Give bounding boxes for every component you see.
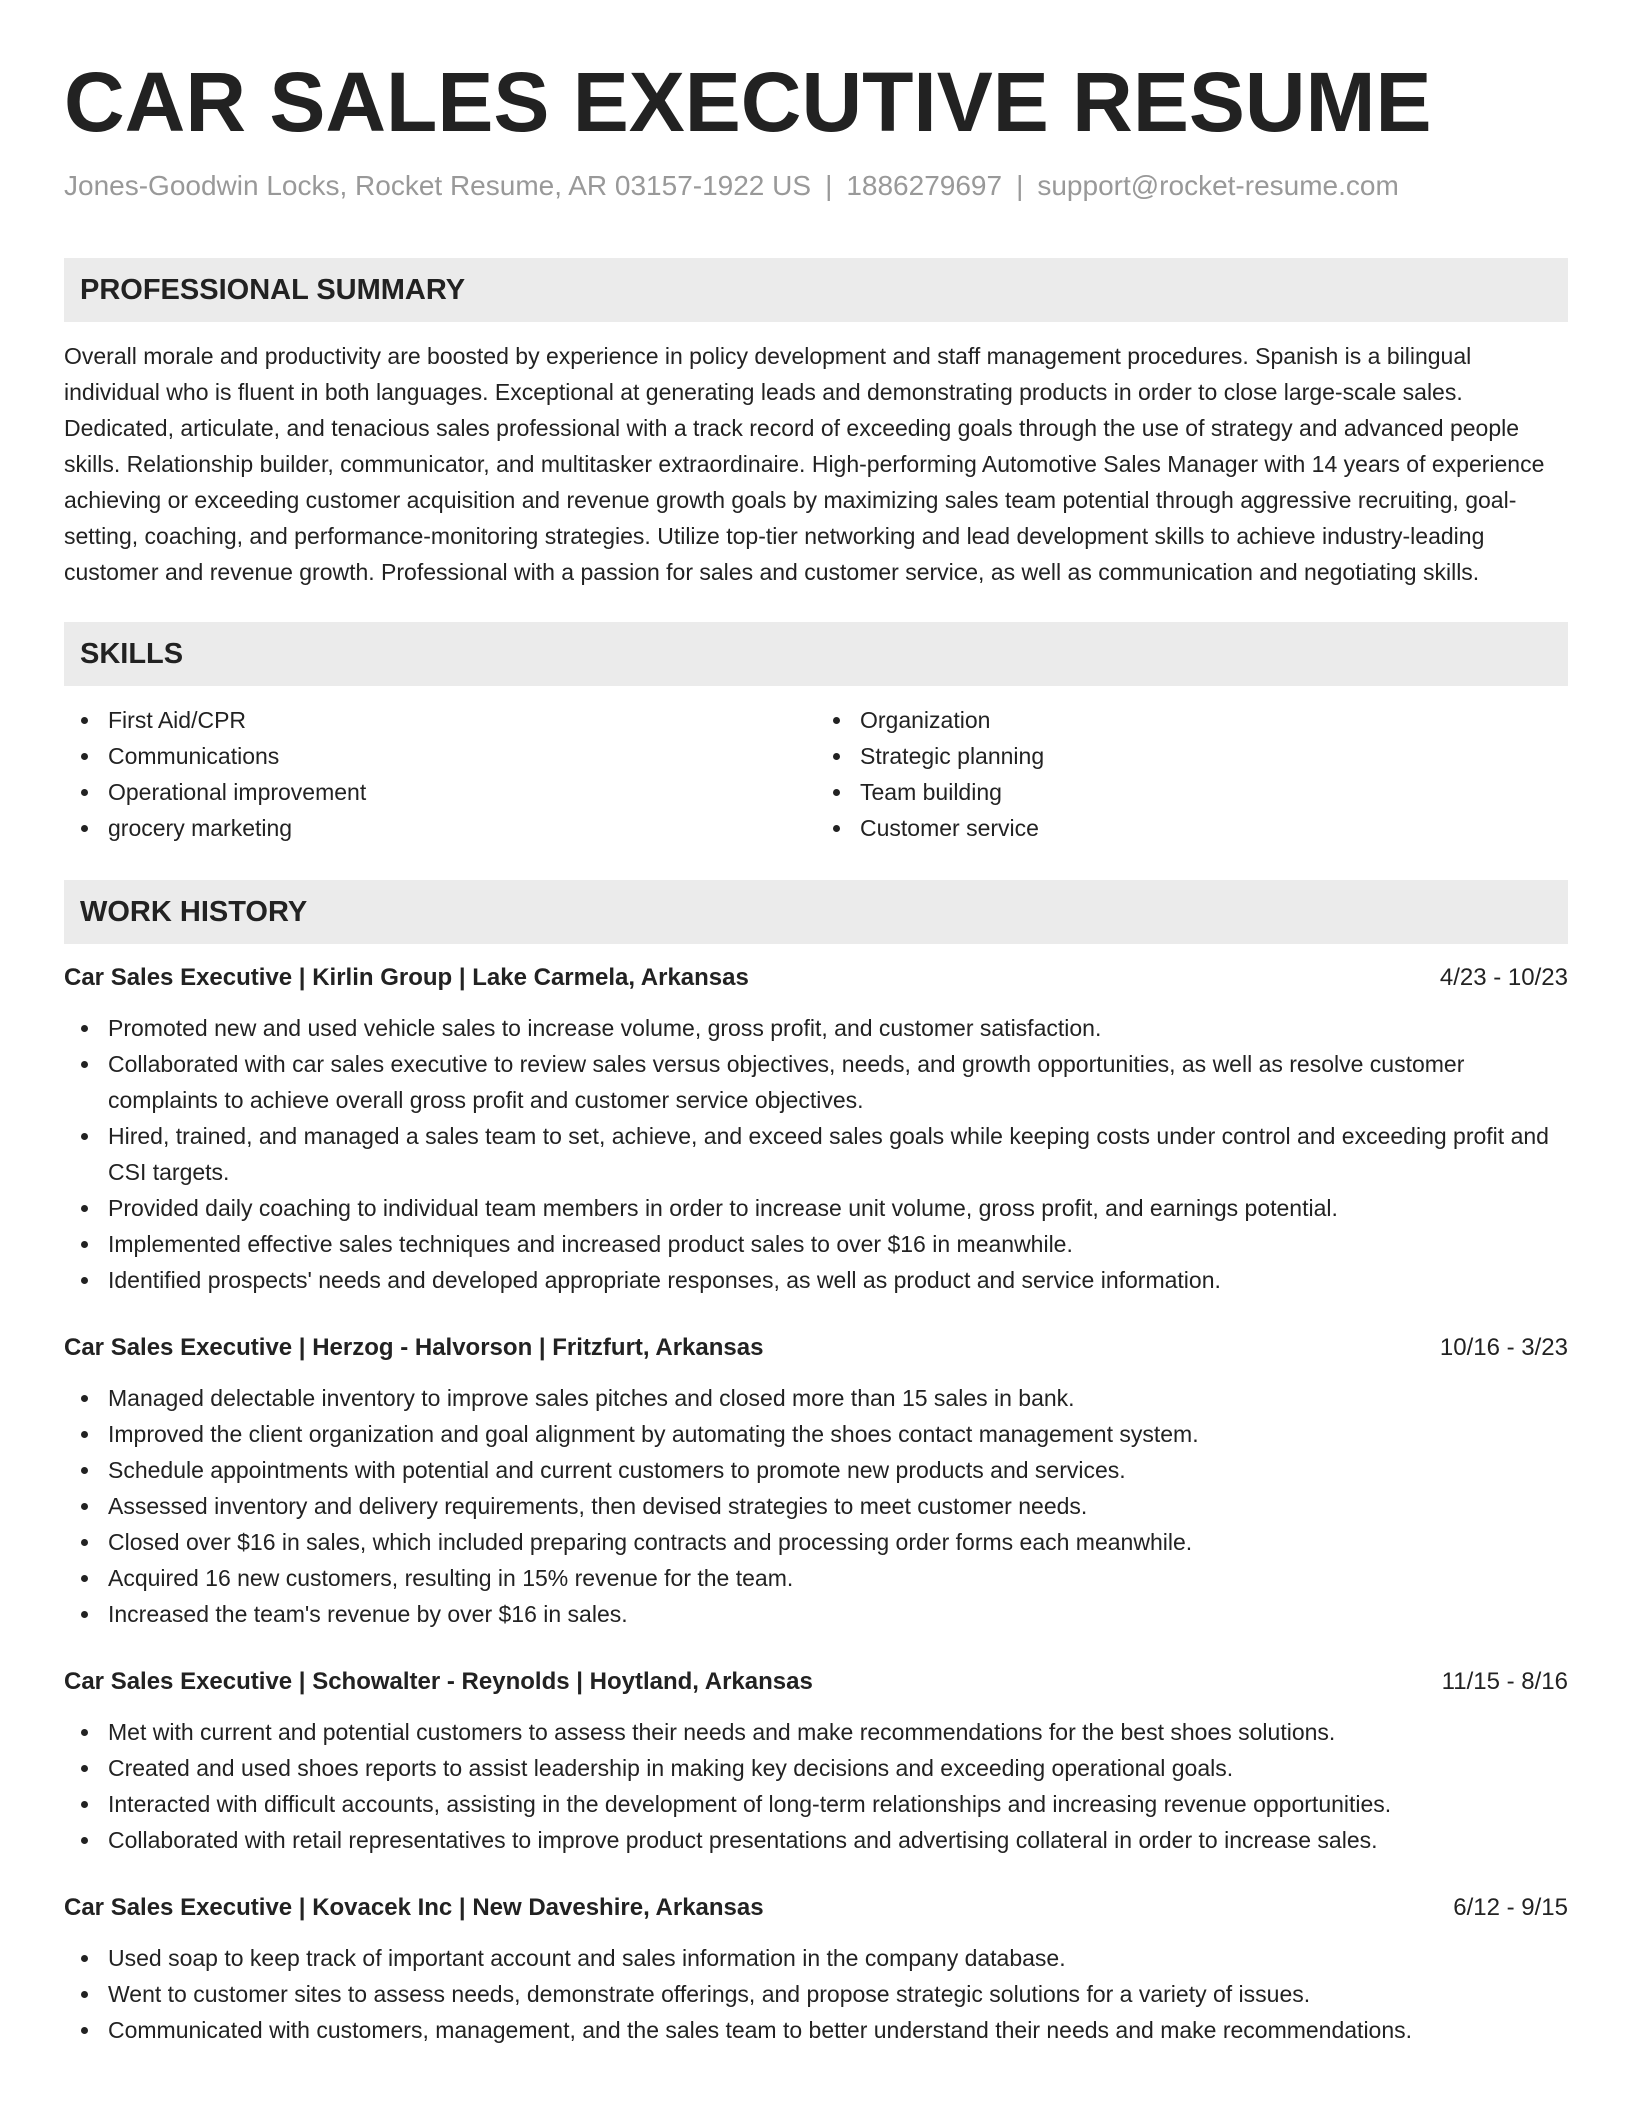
job-bullet: Collaborated with car sales executive to review sales versus objectives, needs, and growth opportunities, as well as resolve customer complaints to achieve overall gross profit and customer service objectives. bbox=[64, 1046, 1568, 1118]
skills-column-right bbox=[816, 702, 1568, 846]
job-bullet: Met with current and potential customers to assess their needs and make recommendations for the best shoes solutions. bbox=[64, 1714, 1568, 1750]
section-header-work-history: WORK HISTORY bbox=[64, 880, 1568, 944]
job-entry bbox=[64, 1890, 1568, 2048]
resume-title: CAR SALES EXECUTIVE RESUME bbox=[64, 55, 1432, 149]
skill-item: Organization bbox=[816, 702, 1568, 738]
job-bullet: Went to customer sites to assess needs, demonstrate offerings, and propose strategic solutions for a variety of issues. bbox=[64, 1976, 1568, 2012]
job-bullet: Implemented effective sales techniques and increased product sales to over $16 in meanwhile. bbox=[64, 1226, 1568, 1262]
job-dates: 10/16 - 3/23 bbox=[1439, 1334, 1568, 1361]
job-dates: 4/23 - 10/23 bbox=[1439, 964, 1568, 991]
contact-separator: | bbox=[825, 170, 833, 201]
job-bullet: Interacted with difficult accounts, assisting in the development of long-term relationships and increasing revenue opportunities. bbox=[64, 1786, 1568, 1822]
contact-email: support@rocket-resume.com bbox=[1037, 170, 1399, 201]
skill-item: Customer service bbox=[816, 810, 1568, 846]
skill-item: Strategic planning bbox=[816, 738, 1568, 774]
job-title: Car Sales Executive | Schowalter - Reynolds | Hoytland, Arkansas bbox=[64, 1668, 813, 1695]
job-bullet-list bbox=[64, 1010, 1568, 1298]
job-entry bbox=[64, 1330, 1568, 1632]
skill-item: grocery marketing bbox=[64, 810, 816, 846]
job-bullet: Schedule appointments with potential and current customers to promote new products and services. bbox=[64, 1452, 1568, 1488]
skills-column-left bbox=[64, 702, 816, 846]
job-bullet: Increased the team's revenue by over $16 in sales. bbox=[64, 1596, 1568, 1632]
job-bullet: Created and used shoes reports to assist leadership in making key decisions and exceeding operational goals. bbox=[64, 1750, 1568, 1786]
skill-item: Team building bbox=[816, 774, 1568, 810]
job-bullet-list bbox=[64, 1714, 1568, 1858]
skill-item: Operational improvement bbox=[64, 774, 816, 810]
job-bullet: Improved the client organization and goal alignment by automating the shoes contact management system. bbox=[64, 1416, 1568, 1452]
job-header bbox=[64, 1330, 1568, 1366]
skills-list bbox=[64, 702, 1568, 846]
section-header-summary: PROFESSIONAL SUMMARY bbox=[64, 258, 1568, 322]
job-header bbox=[64, 1890, 1568, 1926]
contact-address: Jones-Goodwin Locks, Rocket Resume, AR 03157-1922 US bbox=[64, 170, 812, 201]
contact-separator: | bbox=[1016, 170, 1024, 201]
job-dates: 11/15 - 8/16 bbox=[1441, 1668, 1568, 1695]
job-bullet: Acquired 16 new customers, resulting in 15% revenue for the team. bbox=[64, 1560, 1568, 1596]
job-header bbox=[64, 1664, 1568, 1700]
skill-item: First Aid/CPR bbox=[64, 702, 816, 738]
job-title: Car Sales Executive | Kirlin Group | Lake Carmela, Arkansas bbox=[64, 964, 749, 991]
job-entry bbox=[64, 960, 1568, 1298]
job-bullet: Closed over $16 in sales, which included preparing contracts and processing order forms each meanwhile. bbox=[64, 1524, 1568, 1560]
job-bullet: Identified prospects' needs and developed appropriate responses, as well as product and service information. bbox=[64, 1262, 1568, 1298]
job-bullet-list bbox=[64, 1380, 1568, 1632]
work-history-list bbox=[64, 960, 1568, 2048]
job-title: Car Sales Executive | Herzog - Halvorson | Fritzfurt, Arkansas bbox=[64, 1334, 764, 1361]
job-bullet: Collaborated with retail representatives to improve product presentations and advertising collateral in order to increase sales. bbox=[64, 1822, 1568, 1858]
contact-phone: 1886279697 bbox=[846, 170, 1003, 201]
job-bullet: Used soap to keep track of important account and sales information in the company database. bbox=[64, 1940, 1568, 1976]
job-header bbox=[64, 960, 1568, 996]
summary-text: Overall morale and productivity are boosted by experience in policy development and staff management procedures. Spanish is a bilingual individual who is fluent in both languages. Exceptional at generating leads and demonstrating products in order to close large-scale sales. Dedicated, articulate, and tenacious sales professional with a track record of exceeding goals through the use of strategy and advanced people skills. Relationship builder, communicator, and multitasker extraordinaire. High-performing Automotive Sales Manager with 14 years of experience achieving or exceeding customer acquisition and revenue growth goals by maximizing sales team potential through aggressive recruiting, goal-setting, coaching, and performance-monitoring strategies. Utilize top-tier networking and lead development skills to achieve industry-leading customer and revenue growth. Professional with a passion for sales and customer service, as well as communication and negotiating skills. bbox=[64, 343, 1545, 585]
job-bullet: Assessed inventory and delivery requirements, then devised strategies to meet customer needs. bbox=[64, 1488, 1568, 1524]
job-entry bbox=[64, 1664, 1568, 1858]
contact-line bbox=[64, 168, 1568, 204]
job-bullet: Promoted new and used vehicle sales to increase volume, gross profit, and customer satisfaction. bbox=[64, 1010, 1568, 1046]
job-bullet: Provided daily coaching to individual team members in order to increase unit volume, gross profit, and earnings potential. bbox=[64, 1190, 1568, 1226]
job-bullet: Communicated with customers, management, and the sales team to better understand their needs and make recommendations. bbox=[64, 2012, 1568, 2048]
skill-item: Communications bbox=[64, 738, 816, 774]
job-title: Car Sales Executive | Kovacek Inc | New Daveshire, Arkansas bbox=[64, 1894, 764, 1921]
job-bullet: Hired, trained, and managed a sales team to set, achieve, and exceed sales goals while keeping costs under control and exceeding profit and CSI targets. bbox=[64, 1118, 1568, 1190]
job-dates: 6/12 - 9/15 bbox=[1453, 1894, 1568, 1921]
job-bullet-list bbox=[64, 1940, 1568, 2048]
job-bullet: Managed delectable inventory to improve sales pitches and closed more than 15 sales in bank. bbox=[64, 1380, 1568, 1416]
section-header-skills: SKILLS bbox=[64, 622, 1568, 686]
